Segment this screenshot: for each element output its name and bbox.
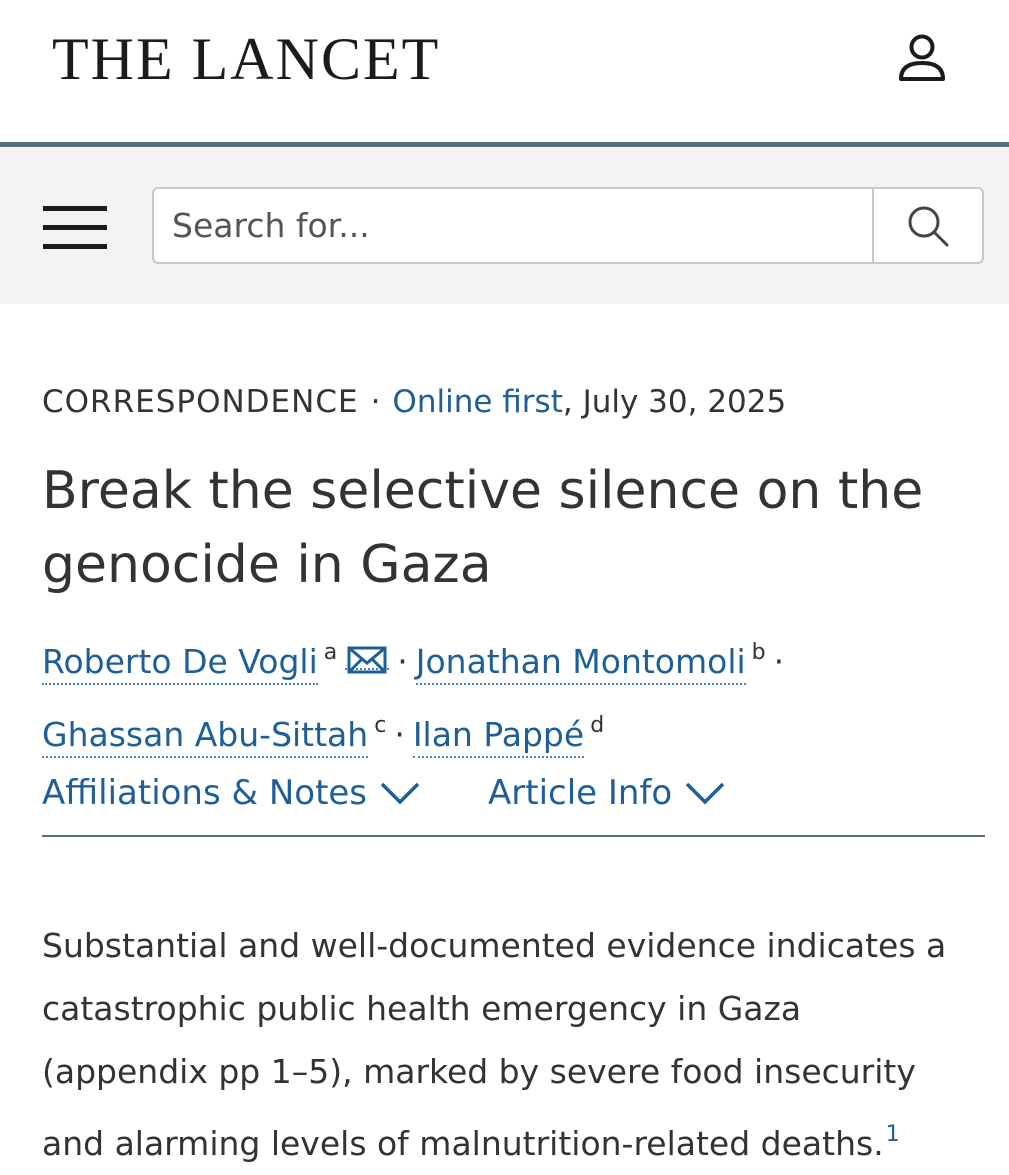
reference-link[interactable]: 1 — [885, 1122, 900, 1147]
meta-separator: · — [370, 384, 381, 420]
tab-affiliations-label: Affiliations & Notes — [42, 773, 368, 813]
hamburger-menu-icon[interactable] — [43, 204, 107, 252]
chevron-down-icon — [684, 781, 726, 805]
tab-affiliations-notes[interactable] — [42, 764, 421, 822]
site-header — [0, 0, 1009, 147]
search-bar — [0, 147, 1009, 304]
tab-article-info[interactable] — [488, 764, 726, 822]
article-meta — [42, 382, 786, 422]
search-input[interactable] — [154, 189, 874, 262]
tab-article-info-label: Article Info — [488, 773, 673, 813]
author-link[interactable]: Roberto De Vogli — [42, 642, 318, 685]
author-affiliation-sup[interactable]: b — [751, 640, 766, 665]
article-type: CORRESPONDENCE — [42, 384, 359, 420]
author-link[interactable]: Jonathan Montomoli — [416, 642, 746, 685]
author-separator: · — [773, 642, 785, 681]
article-tabs — [42, 764, 985, 837]
author-separator: · — [397, 642, 408, 681]
author-affiliation-sup[interactable]: a — [323, 640, 338, 665]
email-icon[interactable] — [345, 634, 389, 670]
publish-date: , July 30, 2025 — [562, 384, 787, 420]
search-box — [152, 187, 984, 264]
lancet-logo[interactable]: THE LANCET — [52, 26, 441, 92]
author-separator: · — [394, 715, 405, 754]
body-text: Substantial and well-documented evidence indicates a catastrophic public health emergency in Gaza (appendix pp 1–5), marked by severe food insecurity and alarming levels of malnutrition-related deaths. — [42, 926, 947, 1163]
author-link[interactable]: Ghassan Abu-Sittah — [42, 715, 368, 758]
chevron-down-icon — [379, 781, 421, 805]
search-button[interactable] — [872, 189, 982, 262]
author-link[interactable]: Ilan Pappé — [413, 715, 584, 758]
online-first-link[interactable]: Online first — [392, 384, 563, 420]
author-affiliation-sup[interactable]: d — [590, 713, 605, 738]
user-icon[interactable] — [894, 30, 950, 86]
article-body-paragraph — [42, 914, 977, 1175]
search-icon — [906, 204, 950, 248]
author-affiliation-sup[interactable]: c — [374, 713, 387, 738]
author-list — [42, 621, 972, 767]
article-title: Break the selective silence on the genocide in Gaza — [42, 461, 924, 595]
